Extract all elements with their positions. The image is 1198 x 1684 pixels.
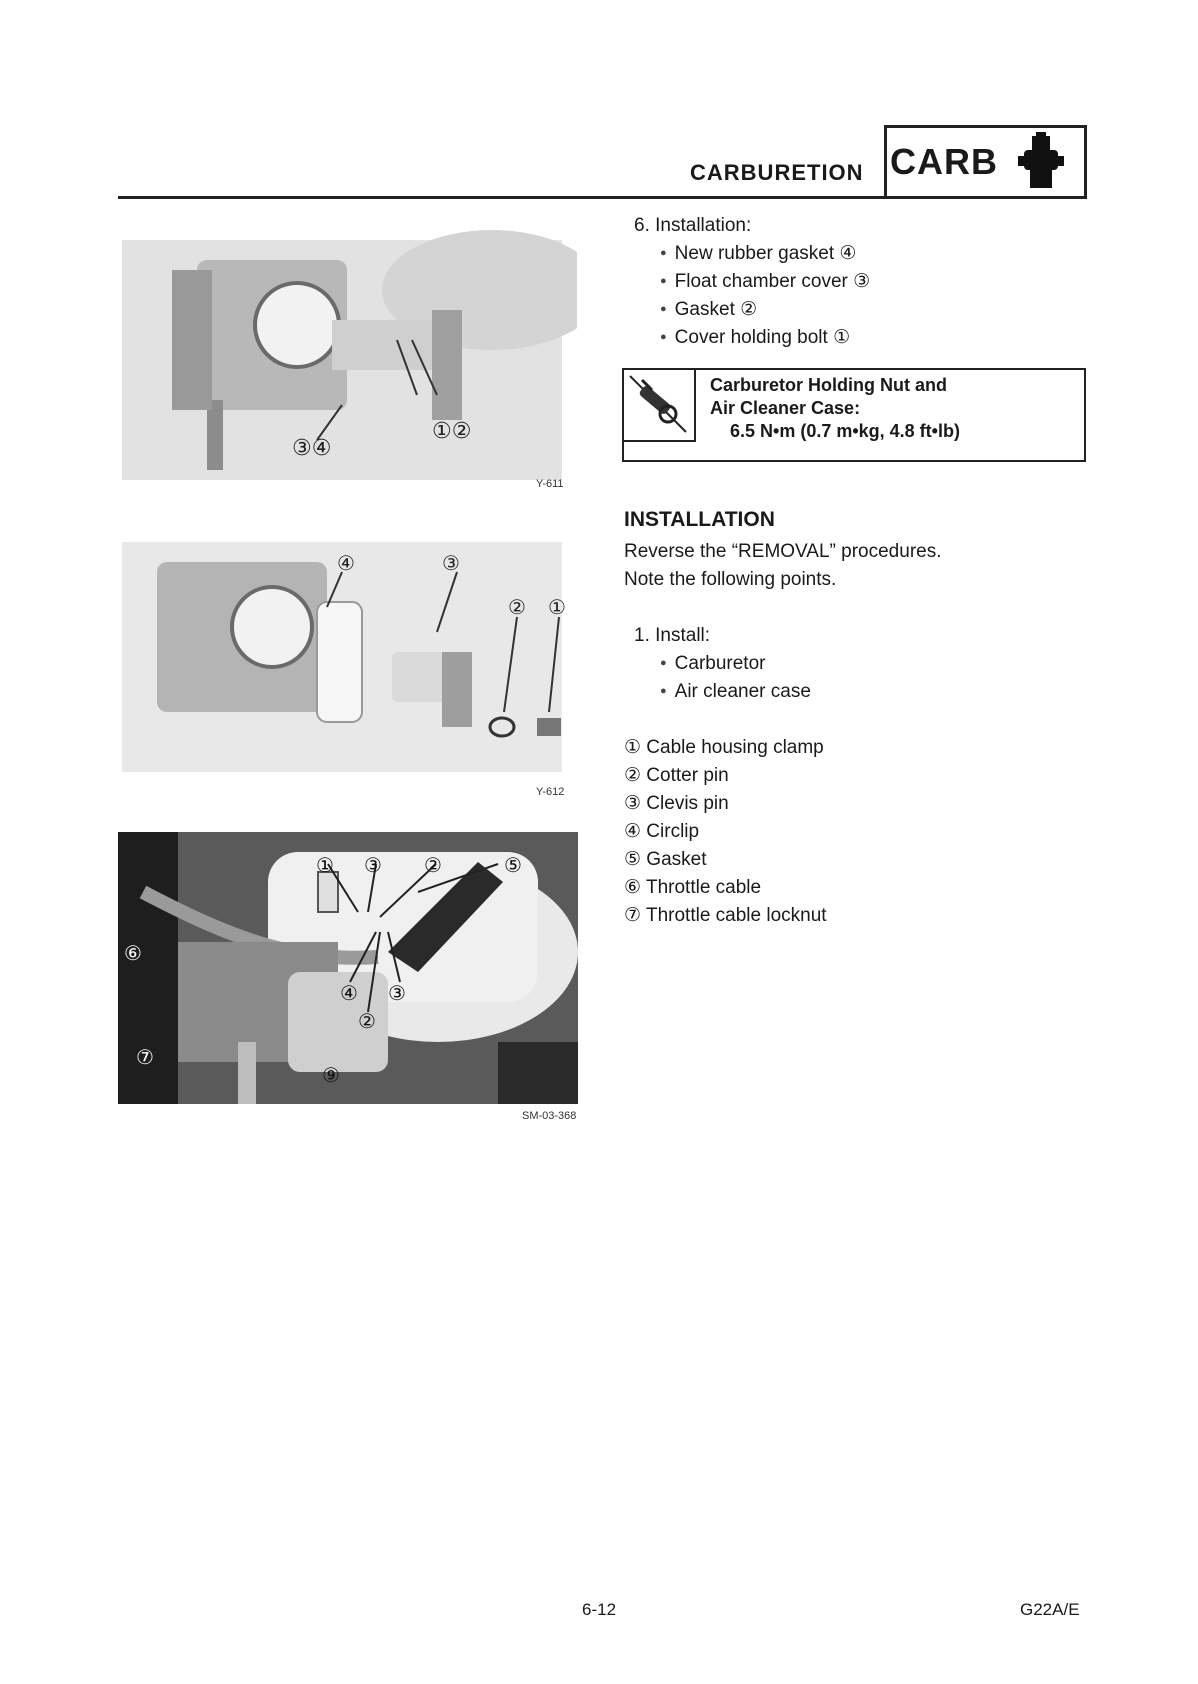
torque-spec-value: 6.5 N•m (0.7 m•kg, 4.8 ft•lb) <box>730 421 960 441</box>
carburetor-icon <box>998 125 1087 199</box>
install-step-heading: 1. Install: <box>634 625 711 646</box>
installation-para: Note the following points. <box>624 569 837 590</box>
photo-carburetor-float-cover <box>112 210 577 495</box>
legend-item: ③ Clevis pin <box>624 793 729 814</box>
photo3-callout-2: ② <box>424 853 442 877</box>
photo3-callout-7: ⑦ <box>136 1045 154 1069</box>
legend-item: ② Cotter pin <box>624 765 729 786</box>
legend-item: ① Cable housing clamp <box>624 737 824 758</box>
torque-wrench-icon <box>622 368 696 442</box>
photo2-callout-4: ④ <box>337 551 355 575</box>
photo-throttle-cable <box>118 832 578 1109</box>
photo2-code: Y-612 <box>536 786 565 798</box>
document-code: G22A/E <box>1020 1600 1080 1619</box>
photo3-code: SM-03-368 <box>522 1110 577 1122</box>
install-step-item: ● Carburetor <box>660 650 765 680</box>
photo3-callout-6: ⑥ <box>124 941 142 965</box>
step-6-item: ● Cover holding bolt ① <box>660 324 850 354</box>
photo2-callout-2: ② <box>508 595 526 619</box>
torque-spec-line1: Carburetor Holding Nut and <box>710 375 947 395</box>
photo3-callout-3: ③ <box>364 853 382 877</box>
step-6-item: ● Float chamber cover ③ <box>660 268 870 298</box>
step-6-item: ● Gasket ② <box>660 296 757 326</box>
photo3-callout-5: ⑤ <box>504 853 522 877</box>
installation-para: Reverse the “REMOVAL” procedures. <box>624 541 942 562</box>
photo3-callout-9: ⑨ <box>322 1063 340 1087</box>
photo1-callout-12: ①② <box>432 419 472 444</box>
legend-item: ④ Circlip <box>624 821 700 842</box>
photo2-callout-1: ① <box>548 595 566 619</box>
photo3-callout-3b: ③ <box>388 981 406 1005</box>
install-step-item: ● Air cleaner case <box>660 678 811 708</box>
installation-heading: INSTALLATION <box>624 508 775 531</box>
photo3-callout-4b: ④ <box>340 981 358 1005</box>
legend-item: ⑦ Throttle cable locknut <box>624 905 827 926</box>
photo-carburetor-parts <box>112 522 577 787</box>
photo2-callout-3: ③ <box>442 551 460 575</box>
photo1-code: Y-611 <box>536 478 564 490</box>
photo3-callout-2b: ② <box>358 1009 376 1033</box>
photo3-callout-1: ① <box>316 853 334 877</box>
step-6-item: ● New rubber gasket ④ <box>660 240 856 270</box>
step-6-heading: 6. Installation: <box>634 215 752 236</box>
photo1-callout-34: ③④ <box>292 436 332 461</box>
section-badge: CARB <box>884 125 1004 199</box>
header-rule <box>118 196 1080 199</box>
page-number: 6-12 <box>582 1600 617 1619</box>
legend-item: ⑤ Gasket <box>624 849 707 870</box>
section-title: CARBURETION <box>690 160 864 185</box>
torque-spec-line2: Air Cleaner Case: <box>710 398 861 418</box>
legend-item: ⑥ Throttle cable <box>624 877 762 898</box>
